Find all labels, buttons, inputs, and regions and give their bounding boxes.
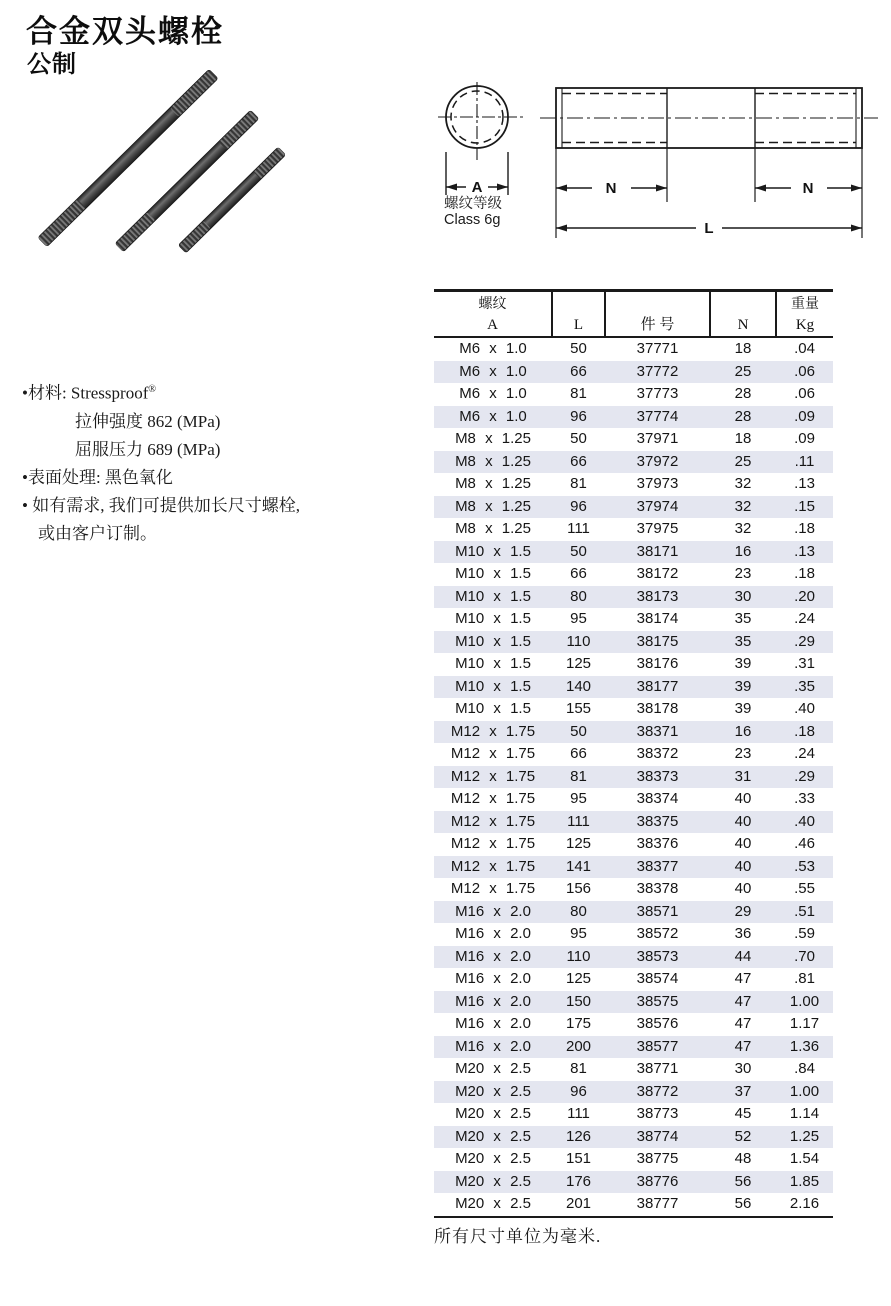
table-cell: 80 [570, 902, 587, 920]
table-cell: 96 [570, 1082, 587, 1100]
header-thread [434, 291, 552, 338]
table-cell: 110 [566, 632, 591, 650]
table-cell: 35 [734, 632, 752, 650]
table-row [434, 1193, 833, 1217]
table-cell: 140 [565, 677, 592, 695]
note-custom-order-1: • 如有需求, 我们可提供加长尺寸螺栓, [22, 495, 300, 515]
table-cell: 95 [570, 610, 587, 627]
table-cell: 1.36 [789, 1037, 820, 1055]
table-cell: 39 [734, 655, 752, 672]
table-cell: 155 [565, 700, 592, 717]
table-cell: 2.16 [789, 1195, 820, 1212]
table-cell: M8 x 1.25 [455, 520, 531, 537]
table-cell: .59 [794, 925, 815, 942]
table-cell: .18 [794, 565, 815, 582]
table-cell: M16 x 2.0 [455, 1015, 531, 1032]
header-part-number-cn: 件 号 [640, 317, 675, 333]
header-n [710, 291, 776, 338]
table-cell: 23 [734, 745, 752, 762]
notes-section [22, 376, 432, 548]
table-cell: M20 x 2.5 [455, 1172, 531, 1190]
table-cell: 29 [734, 902, 752, 920]
table-cell: M12 x 1.75 [450, 767, 536, 785]
table-cell: 48 [734, 1150, 752, 1167]
table-cell: 47 [734, 1015, 752, 1032]
table-row [434, 518, 833, 541]
table-row [434, 1081, 833, 1104]
table-cell: 50 [570, 542, 587, 560]
table-cell: 38173 [636, 587, 679, 605]
table-cell: 40 [734, 857, 752, 875]
table-cell: 50 [570, 722, 587, 740]
table-cell: 37771 [636, 340, 679, 357]
table-row [434, 698, 833, 721]
table-cell: .33 [794, 790, 815, 807]
table-cell: 37973 [636, 475, 679, 492]
table-cell: 38577 [636, 1037, 679, 1055]
table-cell: 96 [570, 407, 587, 425]
table-cell: 38373 [636, 767, 679, 785]
table-row [434, 653, 833, 676]
table-row [434, 878, 833, 901]
table-cell: .20 [794, 587, 815, 605]
header-part-number [605, 291, 710, 338]
table-cell: .84 [794, 1060, 815, 1077]
stud-short [178, 147, 286, 253]
table-cell: 38772 [636, 1082, 679, 1100]
table-cell: 38777 [636, 1195, 679, 1212]
table-cell: 40 [734, 790, 752, 807]
table-cell: 38377 [636, 857, 679, 875]
table-cell: 125 [565, 655, 592, 672]
table-cell: 45 [734, 1105, 752, 1122]
note-custom-order-2: 或由客户订制。 [38, 523, 157, 543]
table-cell: 66 [570, 452, 587, 470]
page-subtitle: 公制 [27, 51, 77, 78]
table-cell: M8 x 1.25 [455, 452, 531, 470]
table-cell: 18 [734, 340, 752, 357]
table-cell: 30 [734, 587, 752, 605]
table-row [434, 788, 833, 811]
note-yield-strength: 屈服压力 689 (MPa) [75, 439, 221, 459]
table-cell: 38375 [636, 812, 679, 830]
table-cell: 38371 [636, 722, 679, 740]
table-cell: 38174 [636, 610, 679, 627]
end-view-circle [438, 82, 526, 160]
table-cell: M6 x 1.0 [459, 385, 527, 402]
table-row [434, 428, 833, 451]
table-cell: 38771 [636, 1060, 679, 1077]
table-cell: 95 [570, 925, 587, 942]
table-cell: 47 [734, 1037, 752, 1055]
table-cell: M12 x 1.75 [450, 790, 536, 807]
table-cell: 66 [570, 745, 587, 762]
table-cell: 38773 [636, 1105, 679, 1122]
header-thread-a: A [487, 317, 498, 333]
table-cell: M10 x 1.5 [455, 632, 531, 650]
table-row [434, 383, 833, 406]
note-surface-finish: •表面处理: 黑色氧化 [22, 467, 173, 487]
table-cell: .11 [794, 452, 815, 470]
table-cell: 37773 [636, 385, 679, 402]
table-cell: 38374 [636, 790, 679, 807]
table-row [434, 1148, 833, 1171]
table-cell: .81 [794, 970, 815, 987]
table-row [434, 1036, 833, 1059]
table-cell: M8 x 1.25 [455, 475, 531, 492]
header-weight [776, 291, 833, 338]
table-cell: M20 x 2.5 [455, 1127, 531, 1145]
table-cell: 50 [570, 430, 587, 447]
table-cell: 1.85 [789, 1172, 820, 1190]
table-cell: M10 x 1.5 [455, 565, 531, 582]
table-cell: 38576 [636, 1015, 679, 1032]
table-cell: 38574 [636, 970, 679, 987]
parts-table-wrap [434, 289, 833, 1218]
table-cell: .29 [794, 632, 815, 650]
thread-class-label-cn: 螺纹等级 [444, 196, 502, 212]
table-cell: .24 [794, 610, 815, 627]
table-cell: 1.00 [789, 992, 820, 1010]
table-cell: .31 [794, 655, 815, 672]
table-cell: 141 [565, 857, 592, 875]
table-cell: 39 [734, 700, 752, 717]
table-cell: 1.17 [789, 1015, 820, 1032]
table-cell: M20 x 2.5 [455, 1150, 531, 1167]
table-cell: .18 [794, 722, 815, 740]
table-cell: M10 x 1.5 [455, 677, 531, 695]
product-photo [30, 70, 286, 256]
table-cell: 38175 [636, 632, 679, 650]
table-cell: 200 [565, 1037, 592, 1055]
header-weight-kg: Kg [795, 317, 815, 333]
table-cell: M8 x 1.25 [455, 497, 531, 515]
header-thread-cn: 螺纹 [478, 295, 507, 311]
table-cell: 38573 [636, 947, 679, 965]
table-cell: M16 x 2.0 [455, 970, 531, 987]
table-row [434, 608, 833, 631]
table-cell: 176 [565, 1172, 592, 1190]
table-cell: 32 [734, 520, 752, 537]
table-cell: 16 [734, 722, 752, 740]
table-cell: 96 [570, 497, 587, 515]
side-view-body [540, 88, 878, 148]
table-cell: 80 [570, 587, 587, 605]
table-cell: 18 [734, 430, 752, 447]
table-cell: 38378 [636, 880, 679, 897]
table-cell: 175 [565, 1015, 592, 1032]
table-cell: 37772 [636, 362, 679, 380]
table-cell: 38575 [636, 992, 679, 1010]
table-cell: 38171 [636, 542, 679, 560]
table-cell: 44 [734, 947, 752, 965]
registered-mark: ® [148, 384, 156, 395]
table-row [434, 833, 833, 856]
table-row [434, 968, 833, 991]
note-material [22, 376, 432, 408]
table-cell: .24 [794, 745, 815, 762]
table-cell: .51 [794, 902, 815, 920]
table-cell: 150 [565, 992, 592, 1010]
table-cell: M16 x 2.0 [455, 992, 531, 1010]
table-cell: M8 x 1.25 [455, 430, 531, 447]
table-cell: 36 [734, 925, 752, 942]
table-cell: 37 [734, 1082, 752, 1100]
table-row [434, 563, 833, 586]
table-cell: 47 [734, 970, 752, 987]
table-cell: 39 [734, 677, 752, 695]
table-cell: 81 [570, 475, 587, 492]
table-cell: 66 [570, 362, 587, 380]
table-cell: M6 x 1.0 [459, 362, 527, 380]
table-cell: 81 [570, 1060, 587, 1077]
table-cell: 38774 [636, 1127, 679, 1145]
dim-n-left-label: N [605, 180, 617, 197]
table-cell: .29 [794, 767, 815, 785]
table-cell: 52 [734, 1127, 752, 1145]
table-row [434, 361, 833, 384]
table-cell: 28 [734, 407, 752, 425]
table-cell: 23 [734, 565, 752, 582]
table-row [434, 1013, 833, 1036]
table-cell: M12 x 1.75 [450, 835, 536, 852]
table-cell: 95 [570, 790, 587, 807]
table-cell: 1.25 [789, 1127, 820, 1145]
table-cell: M20 x 2.5 [455, 1082, 531, 1100]
table-cell: 66 [570, 565, 587, 582]
table-cell: 110 [566, 947, 591, 965]
table-cell: 156 [565, 880, 592, 897]
table-cell: 47 [734, 992, 752, 1010]
table-row [434, 766, 833, 789]
table-cell: 16 [734, 542, 752, 560]
table-cell: 38776 [636, 1172, 679, 1190]
table-cell: 38775 [636, 1150, 679, 1167]
table-row [434, 586, 833, 609]
table-cell: .18 [794, 520, 815, 537]
parts-table [434, 289, 833, 1218]
header-length-l: L [573, 317, 584, 333]
table-cell: .13 [794, 475, 815, 492]
table-cell: 38172 [636, 565, 679, 582]
header-n-label: N [737, 317, 749, 333]
table-cell: .15 [794, 497, 815, 515]
table-header-row [434, 291, 833, 338]
table-row [434, 406, 833, 429]
table-cell: M16 x 2.0 [455, 925, 531, 942]
table-cell: M12 x 1.75 [450, 722, 536, 740]
table-row [434, 946, 833, 969]
table-cell: M16 x 2.0 [455, 947, 531, 965]
table-cell: 151 [565, 1150, 592, 1167]
table-cell: 56 [734, 1172, 752, 1190]
table-cell: 1.00 [789, 1082, 820, 1100]
table-cell: M12 x 1.75 [450, 745, 536, 762]
stud-medium [115, 110, 259, 252]
table-cell: M6 x 1.0 [459, 407, 527, 425]
table-row [434, 1171, 833, 1194]
table-cell: 56 [734, 1195, 752, 1212]
table-row [434, 856, 833, 879]
table-cell: 35 [734, 610, 752, 627]
table-cell: 125 [565, 835, 592, 852]
table-cell: .09 [794, 407, 815, 425]
units-footnote: 所有尺寸单位为毫米. [434, 1227, 602, 1246]
table-cell: M6 x 1.0 [459, 340, 527, 357]
table-cell: .09 [794, 430, 815, 447]
table-cell: 37971 [636, 430, 679, 447]
dim-n-right-label: N [802, 180, 814, 197]
table-row [434, 811, 833, 834]
table-cell: 111 [567, 520, 590, 537]
table-cell: 1.14 [789, 1105, 820, 1122]
table-row [434, 991, 833, 1014]
table-cell: M16 x 2.0 [455, 1037, 531, 1055]
table-cell: 40 [734, 812, 752, 830]
table-cell: .40 [794, 700, 815, 717]
table-cell: M12 x 1.75 [450, 857, 536, 875]
table-row [434, 901, 833, 924]
table-cell: 31 [734, 767, 752, 785]
table-cell: .46 [794, 835, 815, 852]
table-cell: 37975 [636, 520, 679, 537]
table-cell: 25 [734, 362, 752, 380]
table-cell: M20 x 2.5 [455, 1105, 531, 1122]
table-cell: .06 [794, 362, 815, 380]
table-cell: .13 [794, 542, 815, 560]
table-cell: 81 [570, 767, 587, 785]
table-cell: .35 [794, 677, 815, 695]
table-cell: 111 [567, 1105, 590, 1122]
table-cell: M10 x 1.5 [455, 655, 531, 672]
table-row [434, 473, 833, 496]
table-cell: 50 [570, 340, 587, 357]
table-cell: M10 x 1.5 [455, 542, 531, 560]
table-cell: .40 [794, 812, 815, 830]
table-cell: 40 [734, 880, 752, 897]
table-row [434, 541, 833, 564]
table-cell: M10 x 1.5 [455, 587, 531, 605]
table-cell: 32 [734, 475, 752, 492]
table-cell: .06 [794, 385, 815, 402]
table-row [434, 496, 833, 519]
header-weight-cn: 重量 [791, 295, 819, 311]
table-cell: .70 [794, 947, 815, 965]
table-cell: 37774 [636, 407, 679, 425]
table-cell: 30 [734, 1060, 752, 1077]
table-row [434, 923, 833, 946]
technical-diagram [430, 60, 890, 260]
table-row [434, 743, 833, 766]
table-cell: 37972 [636, 452, 679, 470]
table-cell: 25 [734, 452, 752, 470]
table-cell: .04 [794, 340, 815, 357]
table-cell: M16 x 2.0 [455, 902, 531, 920]
parts-table-body [434, 337, 833, 1217]
table-row [434, 676, 833, 699]
table-row [434, 337, 833, 361]
table-cell: 201 [565, 1195, 592, 1212]
table-cell: 28 [734, 385, 752, 402]
table-cell: 38372 [636, 745, 679, 762]
header-length [552, 291, 605, 338]
table-cell: M10 x 1.5 [455, 700, 531, 717]
table-row [434, 721, 833, 744]
page-title: 合金双头螺栓 [26, 14, 224, 49]
table-row [434, 631, 833, 654]
table-cell: 111 [567, 812, 590, 830]
table-cell: 125 [565, 970, 592, 987]
table-row [434, 451, 833, 474]
dim-a-label: A [471, 179, 483, 196]
note-material-text: •材料: Stressproof [22, 383, 149, 403]
table-cell: 38176 [636, 655, 679, 672]
table-cell: 32 [734, 497, 752, 515]
table-row [434, 1126, 833, 1149]
table-row [434, 1103, 833, 1126]
table-cell: 40 [734, 835, 752, 852]
table-cell: .53 [794, 857, 815, 875]
table-cell: 1.54 [789, 1150, 820, 1167]
stud-long [38, 70, 218, 247]
table-row [434, 1058, 833, 1081]
table-cell: M20 x 2.5 [455, 1195, 531, 1212]
table-cell: 38177 [636, 677, 679, 695]
table-cell: 37974 [636, 497, 679, 515]
table-cell: 38571 [636, 902, 679, 920]
table-cell: M20 x 2.5 [455, 1060, 531, 1077]
table-cell: 126 [565, 1127, 592, 1145]
thread-class-label-en: Class 6g [444, 212, 501, 228]
table-cell: 38376 [636, 835, 679, 852]
table-cell: .55 [794, 880, 815, 897]
table-cell: M10 x 1.5 [455, 610, 531, 627]
table-cell: 38572 [636, 925, 679, 942]
table-cell: M12 x 1.75 [450, 880, 536, 897]
dim-l-label: L [704, 220, 714, 237]
table-cell: 81 [570, 385, 587, 402]
table-cell: M12 x 1.75 [450, 812, 536, 830]
table-cell: 38178 [636, 700, 679, 717]
note-tensile-strength: 拉伸强度 862 (MPa) [75, 411, 221, 431]
